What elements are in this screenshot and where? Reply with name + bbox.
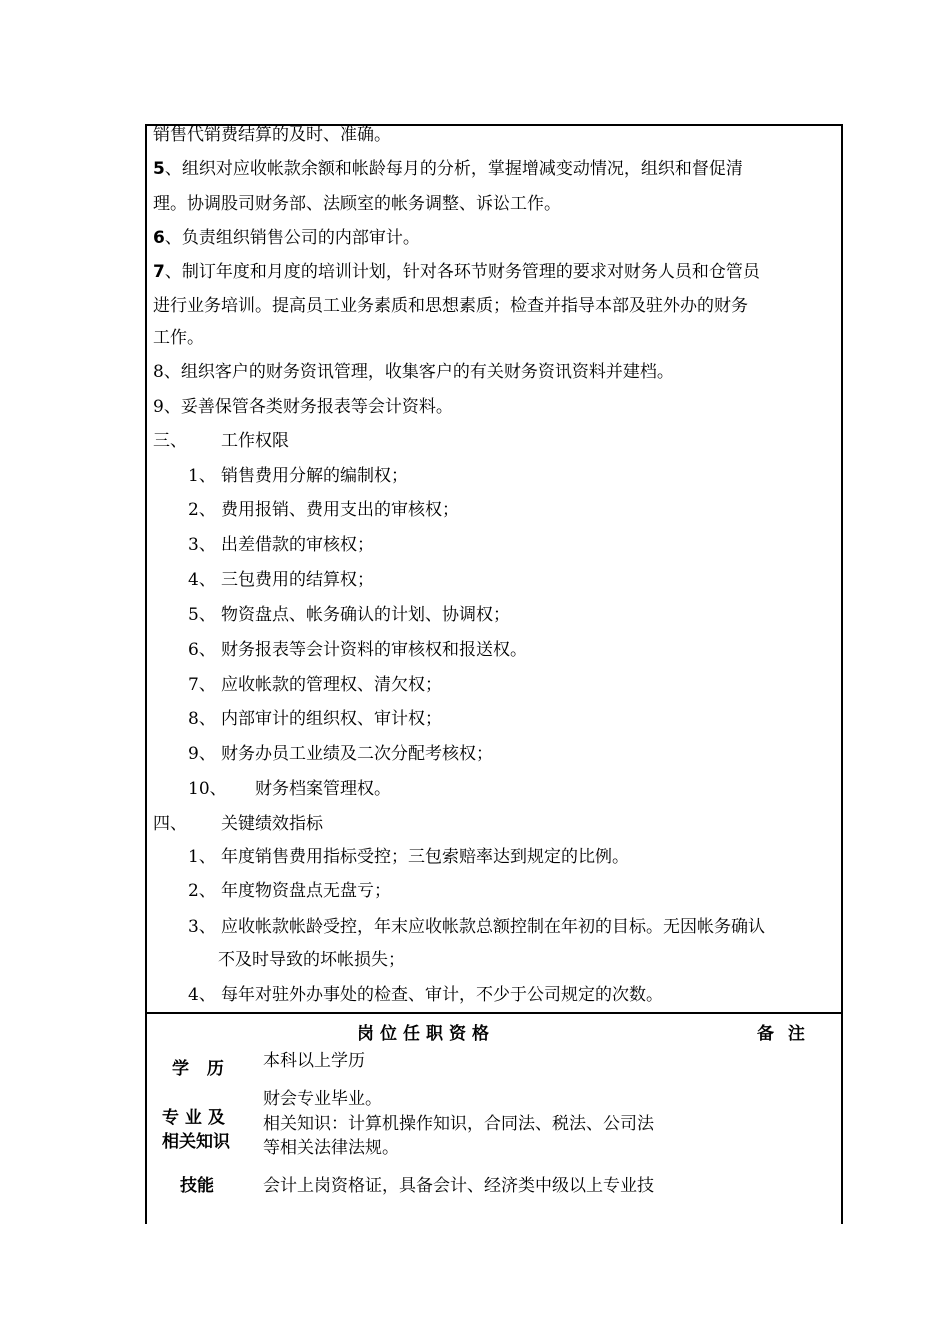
education-label: 学 历 [172,1059,230,1079]
authority-item-text: 财务档案管理权。 [255,779,391,799]
duty-item-8: 8、组织客户的财务资讯管理，收集客户的有关财务资讯资料并建档。 [153,362,674,382]
duty-item-6 [153,227,420,249]
authority-item-num: 7、 [188,675,216,695]
skill-label: 技能 [180,1176,214,1196]
authority-item-num: 1、 [188,466,216,486]
major-label-line2: 相关知识 [162,1132,230,1152]
kpi-item-text: 每年对驻外办事处的检查、审计，不少于公司规定的次数。 [221,985,663,1005]
duty-item-9: 9、妥善保管各类财务报表等会计资料。 [153,397,453,417]
duty-item-7-text: 、制订年度和月度的培训计划，针对各环节财务管理的要求对财务人员和仓管员 [164,262,760,282]
duty-item-7-line1 [153,261,760,283]
kpi-item-text: 年度物资盘点无盘亏； [221,881,391,901]
duty-item-5-text: 、组织对应收帐款余额和帐龄每月的分析，掌握增减变动情况，组织和督促清 [164,159,743,179]
education-value: 本科以上学历 [263,1051,365,1071]
duty-line-top: 销售代销费结算的及时、准确。 [153,125,391,145]
duty-item-7-num: 7 [153,262,165,282]
section-divider [145,1012,843,1014]
major-line1: 财会专业毕业。 [263,1089,382,1109]
duty-item-7-line2: 进行业务培训。提高员工业务素质和思想素质；检查并指导本部及驻外办的财务 [153,296,748,316]
duty-item-5-line2: 理。协调股司财务部、法顾室的帐务调整、诉讼工作。 [153,194,561,214]
kpi-item-num: 4、 [188,985,216,1005]
authority-item-num: 6、 [188,640,216,660]
duty-item-5-num: 5 [153,159,165,179]
authority-item-num: 9、 [188,744,216,764]
remark-header: 备 注 [757,1024,809,1044]
major-line3: 等相关法律法规。 [263,1138,399,1158]
authority-item-text: 财务办员工业绩及二次分配考核权； [221,744,493,764]
qualifications-header: 岗位任职资格 [357,1024,495,1044]
authority-item-text: 三包费用的结算权； [221,570,374,590]
kpi-item-num: 2、 [188,881,216,901]
authority-item-num: 3、 [188,535,216,555]
authority-item-num: 4、 [188,570,216,590]
authority-item-text: 应收帐款的管理权、清欠权； [221,675,442,695]
authority-item-text: 销售费用分解的编制权； [221,466,408,486]
authority-item-text: 物资盘点、帐务确认的计划、协调权； [221,605,510,625]
authority-item-num: 8、 [188,709,216,729]
kpi-item-num: 1、 [188,847,216,867]
kpi-item-text-cont: 不及时导致的坏帐损失； [218,950,405,970]
duty-item-6-text: 、负责组织销售公司的内部审计。 [164,228,420,248]
kpi-item-num: 3、 [188,917,216,937]
authority-item-text: 财务报表等会计资料的审核权和报送权。 [221,640,527,660]
authority-item-text: 费用报销、费用支出的审核权； [221,500,459,520]
duty-item-7-line3: 工作。 [153,328,204,348]
kpi-section-title: 关键绩效指标 [221,814,323,834]
authority-item-num: 10、 [188,779,227,799]
skill-value: 会计上岗资格证，具备会计、经济类中级以上专业技 [263,1176,654,1196]
authority-section-num: 三、 [153,431,187,451]
authority-item-text: 内部审计的组织权、审计权； [221,709,442,729]
authority-item-num: 5、 [188,605,216,625]
authority-item-num: 2、 [188,500,216,520]
major-label-line1: 专 业 及 [162,1108,225,1128]
kpi-item-text: 应收帐款帐龄受控，年末应收帐款总额控制在年初的目标。无因帐务确认 [221,917,765,937]
major-line2: 相关知识：计算机操作知识，合同法、税法、公司法 [263,1114,654,1134]
duty-item-6-num: 6 [153,228,165,248]
kpi-item-text: 年度销售费用指标受控；三包索赔率达到规定的比例。 [221,847,629,867]
authority-item-text: 出差借款的审核权； [221,535,374,555]
duty-item-5-line1 [153,158,833,180]
kpi-section-num: 四、 [153,814,187,834]
authority-section-title: 工作权限 [221,431,289,451]
